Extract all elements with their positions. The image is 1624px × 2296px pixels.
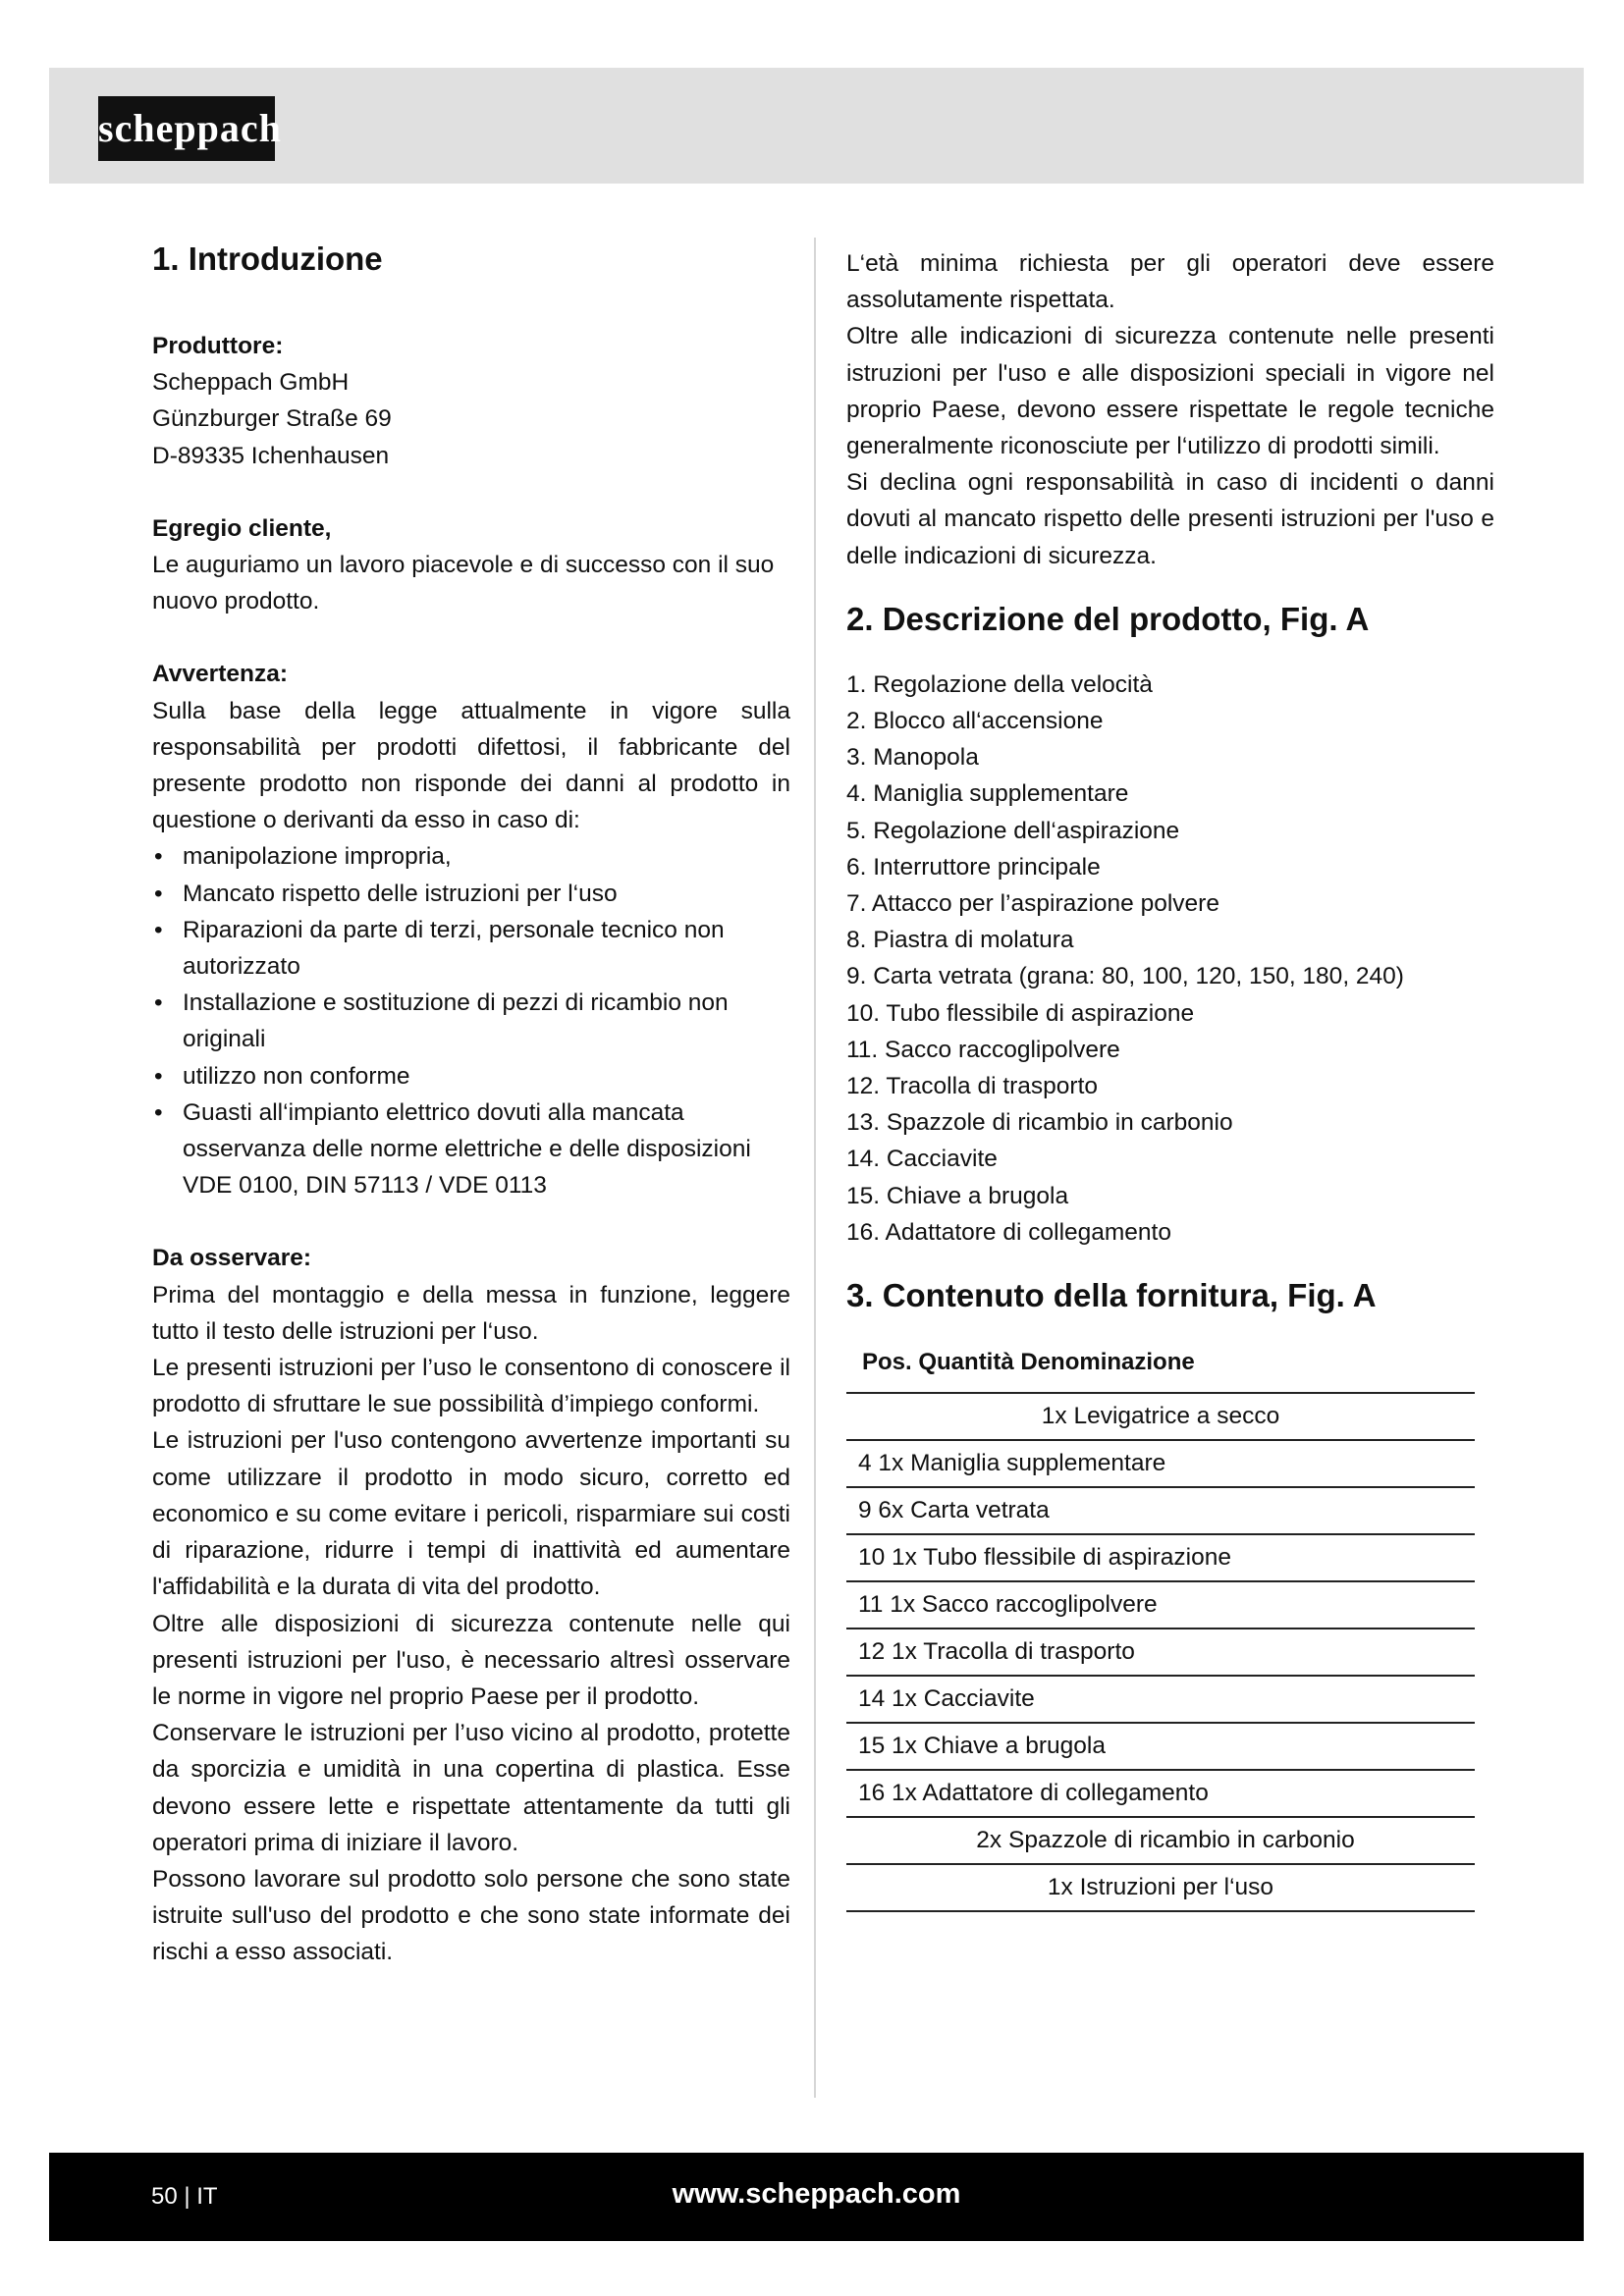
page-number: 50 | IT <box>151 2183 218 2210</box>
footer-bar <box>49 2153 1584 2241</box>
table-row <box>846 1864 1475 1911</box>
list-item: • Riparazioni da parte di terzi, personale tecnico non autorizzato <box>152 912 790 985</box>
table-cell: 1x Levigatrice a secco <box>846 1393 1475 1440</box>
note-paragraph: Le istruzioni per l'uso contengono avvertenze importanti su come utilizzare il prodotto in modo sicuro, corretto ed economico e su come evitare i pericoli, risparmiare sui costi di riparazione, ridurre i tempi di inattività ed aumentare l'affidabilità e la durata di vita del prodotto. <box>152 1427 790 1601</box>
list-item: 3. Manopola <box>846 744 979 772</box>
list-item: 7. Attacco per l’aspirazione polvere <box>846 890 1219 918</box>
warning-text: Sulla base della legge attualmente in vigore sulla responsabilità per prodotti difettosi, il fabbricante del presente prodotto non risponde dei danni al prodotto in questione o derivanti da esso in caso di: <box>152 697 790 834</box>
table-row <box>846 1723 1475 1770</box>
column-divider <box>814 238 816 2098</box>
table-cell: 12 1x Tracolla di trasporto <box>846 1629 1475 1676</box>
table-header: Pos. Quantità Denominazione <box>862 1349 1195 1376</box>
manufacturer-label: Produttore: <box>152 333 284 359</box>
list-item: • Guasti all‘impianto elettrico dovuti alla mancata osservanza delle norme elettriche e delle disposizioni VDE 0100, DIN 57113 / VDE 0113 <box>152 1095 790 1204</box>
table-cell: 9 6x Carta vetrata <box>846 1487 1475 1534</box>
table-row <box>846 1534 1475 1581</box>
table-cell: 15 1x Chiave a brugola <box>846 1723 1475 1770</box>
table-row <box>846 1629 1475 1676</box>
warning-label: Avvertenza: <box>152 661 288 688</box>
list-item: 14. Cacciavite <box>846 1146 998 1173</box>
table-row <box>846 1676 1475 1723</box>
table-row <box>846 1770 1475 1817</box>
intro-paragraph: Oltre alle indicazioni di sicurezza contenute nelle presenti istruzioni per l'uso e alle disposizioni speciali in vigore nel proprio Paese, devono essere rispettate le regole tecniche generalmente riconosciute per l‘utilizzo di prodotti simili. <box>846 323 1494 460</box>
table-row <box>846 1440 1475 1487</box>
list-item: 5. Regolazione dell‘aspirazione <box>846 817 1180 844</box>
manufacturer-line: Scheppach GmbH <box>152 369 350 397</box>
list-item: 16. Adattatore di collegamento <box>846 1218 1171 1246</box>
list-item: • utilizzo non conforme <box>152 1058 790 1095</box>
list-item: 15. Chiave a brugola <box>846 1182 1069 1209</box>
note-paragraph: Oltre alle disposizioni di sicurezza contenute nelle qui presenti istruzioni per l'uso, è necessario altresì osservare le norme in vigore nel proprio Paese per il prodotto. <box>152 1610 790 1710</box>
table-row <box>846 1487 1475 1534</box>
brand-logo: scheppach <box>98 96 275 161</box>
list-item: 10. Tubo flessibile di aspirazione <box>846 999 1195 1027</box>
note-paragraph: Le presenti istruzioni per l’uso le consentono di conoscere il prodotto di sfruttare le sue possibilità d’impiego conformi. <box>152 1355 790 1418</box>
list-item: • manipolazione impropria, <box>152 838 790 875</box>
manufacturer-line: Günzburger Straße 69 <box>152 405 392 433</box>
intro-paragraph: Si declina ogni responsabilità in caso di incidenti o danni dovuti al mancato rispetto delle presenti istruzioni per l'uso e delle indicazioni di sicurezza. <box>846 469 1494 569</box>
note-label: Da osservare: <box>152 1245 312 1272</box>
note-paragraph: Prima del montaggio e della messa in funzione, leggere tutto il testo delle istruzioni per l‘uso. <box>152 1281 790 1345</box>
list-item: • Mancato rispetto delle istruzioni per l‘uso <box>152 876 790 912</box>
list-item: 13. Spazzole di ricambio in carbonio <box>846 1109 1233 1137</box>
table-cell: 16 1x Adattatore di collegamento <box>846 1770 1475 1817</box>
section-title-product-description: 2. Descrizione del prodotto, Fig. A <box>846 600 1370 637</box>
table-cell: 10 1x Tubo flessibile di aspirazione <box>846 1534 1475 1581</box>
header-bar <box>49 68 1584 184</box>
table-cell: 4 1x Maniglia supplementare <box>846 1440 1475 1487</box>
list-item: 6. Interruttore principale <box>846 853 1101 881</box>
greeting-label: Egregio cliente, <box>152 514 332 542</box>
list-item: • Installazione e sostituzione di pezzi di ricambio non originali <box>152 985 790 1057</box>
section-title-delivery-contents: 3. Contenuto della fornitura, Fig. A <box>846 1277 1377 1314</box>
manufacturer-line: D-89335 Ichenhausen <box>152 442 390 469</box>
list-item: 11. Sacco raccoglipolvere <box>846 1036 1120 1063</box>
right-column <box>846 245 1494 1912</box>
warning-list <box>152 838 790 1203</box>
greeting-text: Le auguriamo un lavoro piacevole e di successo con il suo nuovo prodotto. <box>152 552 775 615</box>
website-link[interactable]: www.scheppach.com <box>672 2178 961 2210</box>
note-paragraph: Possono lavorare sul prodotto solo persone che sono state istruite sull'uso del prodotto e che sono state informate dei rischi a esso associati. <box>152 1865 790 1966</box>
parts-list <box>846 667 1494 1251</box>
list-item: 1. Regolazione della velocità <box>846 670 1153 698</box>
note-paragraph: Conservare le istruzioni per l’uso vicino al prodotto, protette da sporcizia e umidità in una copertina di plastica. Esse devono essere lette e rispettate attentamente da tutti gli operatori prima di iniziare il lavoro. <box>152 1720 790 1856</box>
section-title-introduction: 1. Introduzione <box>152 240 383 277</box>
table-row <box>846 1817 1475 1864</box>
list-item: 8. Piastra di molatura <box>846 927 1074 954</box>
list-item: 4. Maniglia supplementare <box>846 780 1129 808</box>
list-item: 2. Blocco all‘accensione <box>846 708 1104 735</box>
table-cell: 14 1x Cacciavite <box>846 1676 1475 1723</box>
table-cell: 11 1x Sacco raccoglipolvere <box>846 1581 1475 1629</box>
list-item: 12. Tracolla di trasporto <box>846 1073 1099 1100</box>
list-item: 9. Carta vetrata (grana: 80, 100, 120, 150, 180, 240) <box>846 963 1404 990</box>
table-cell: 1x Istruzioni per l‘uso <box>846 1864 1475 1911</box>
left-column <box>152 240 790 1971</box>
intro-paragraph: L‘età minima richiesta per gli operatori deve essere assolutamente rispettata. <box>846 250 1494 314</box>
table-row <box>846 1393 1475 1440</box>
table-row <box>846 1581 1475 1629</box>
table-cell: 2x Spazzole di ricambio in carbonio <box>846 1817 1475 1864</box>
delivery-table <box>846 1392 1475 1912</box>
